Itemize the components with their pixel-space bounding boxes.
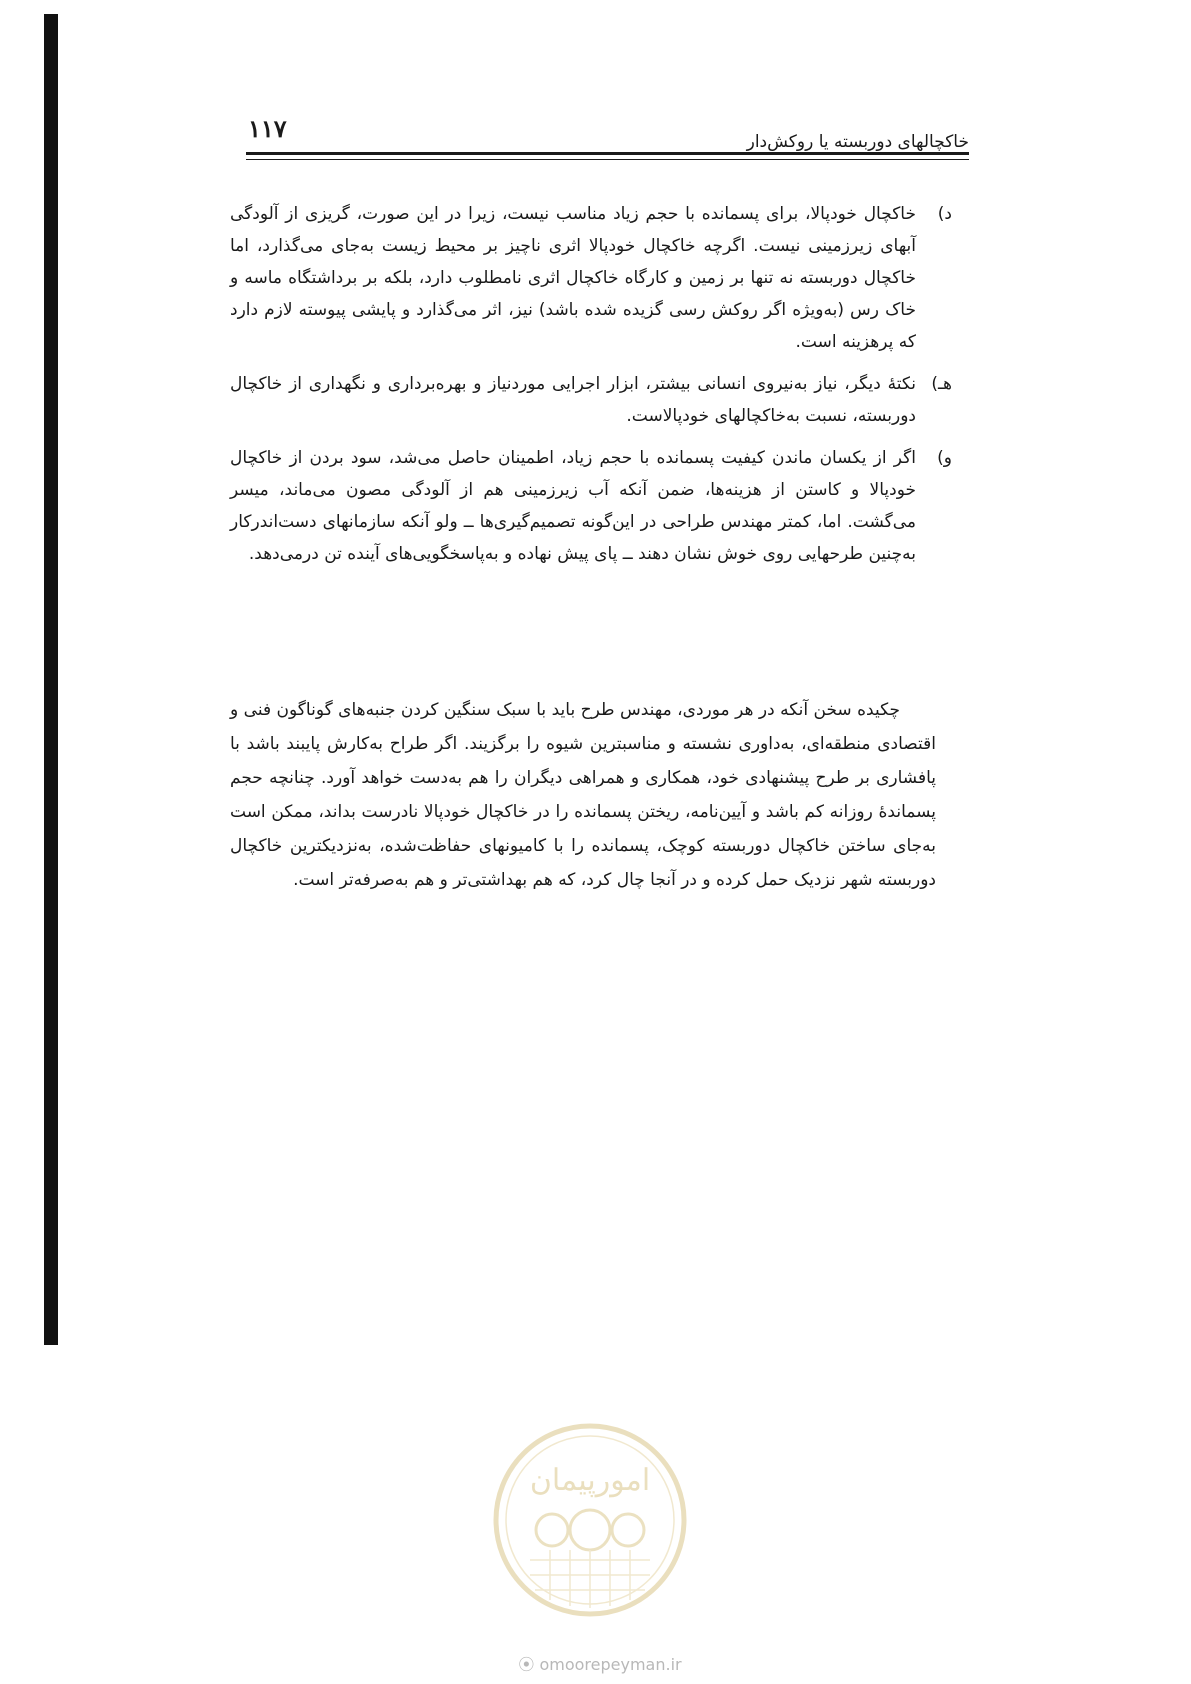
list-item-label: د) [937,204,952,224]
list-item [230,198,952,358]
list-item [230,368,952,432]
lettered-list [230,198,952,580]
list-item-text: اگر از یکسان ماندن کیفیت پسمانده با حجم زیاد، اطمینان حاصل می‌شد، سود بردن از خاکچال خودپالا و کاستن از هزینه‌ها، ضمن آنکه آب زیرزمینی هم از آلودگی مصون می‌ماند، میسر می‌گشت. اما، کمتر مهندس طراحی در این‌گونه تصمیم‌گیری‌ها ــ ولو آنکه سازمانهای دست‌اندرکار به‌چنین طرحهایی روی خوش نشان دهند ــ پای پیش نهاده و به‌پاسخگویی‌های آینده تن درمی‌دهد. [230,448,916,564]
header-rule-thin [246,159,969,160]
list-item [230,442,952,570]
watermark-url: ⦿ omoorepeyman.ir [518,1655,682,1674]
summary-paragraph: چکیده سخن آنکه در هر موردی، مهندس طرح باید با سبک سنگین کردن جنبه‌های گوناگون فنی و اقتصادی منطقه‌ای، به‌داوری نشسته و مناسبترین شیوه را برگزیند. اگر طراح به‌کارش پایبند باشد با پافشاری بر طرح پیشنهادی خود، همکاری و همراهی دیگران را هم به‌دست خواهد آورد. چنانچه حجم پسماندهٔ روزانه کم باشد و آیین‌نامه، ریختن پسمانده را در خاکچال خودپالا نادرست بداند، ممکن است به‌جای ساختن خاکچال دوربسته کوچک، پسمانده را با کامیونهای حفاظت‌شده، به‌نزدیکترین خاکچال دوربسته شهر نزدیک حمل کرده و در آنجا چال کرد، که هم بهداشتی‌تر و هم به‌صرفه‌تر است. [230,700,936,890]
list-item-text: خاکچال خودپالا، برای پسمانده با حجم زیاد مناسب نیست، زیرا در این صورت، گریزی از آلودگی آبهای زیرزمینی نیست. اگرچه خاکچال خودپالا اثری ناچیز بر محیط زیست به‌جای می‌گذارد، اما خاکچال دوربسته نه تنها بر زمین و کارگاه خاکچال اثری نامطلوب دارد، بلکه بر برداشتگاه ماسه و خاک رس (به‌ویژه اگر روکش رسی گزیده شده باشد) نیز، اثر می‌گذارد و پایشی پیوسته لازم دارد که پرهزینه است. [230,204,916,352]
svg-text:امورپیمان: امورپیمان [529,1463,651,1498]
list-item-label: و) [937,448,952,468]
running-title: خاکچالهای دوربسته یا روکش‌دار [746,132,969,152]
watermark-seal-icon [490,1420,690,1620]
list-item-text: نکتهٔ دیگر، نیاز به‌نیروی انسانی بیشتر، ابزار اجرایی موردنیاز و بهره‌برداری و نگهداری از خاکچال دوربسته، نسبت به‌خاکچالهای خودپالاست. [230,374,916,426]
page-number: ۱۱۷ [248,114,287,143]
header-rule [246,152,969,155]
scan-border-bar [44,14,58,1345]
list-item-label: هـ) [931,374,952,394]
